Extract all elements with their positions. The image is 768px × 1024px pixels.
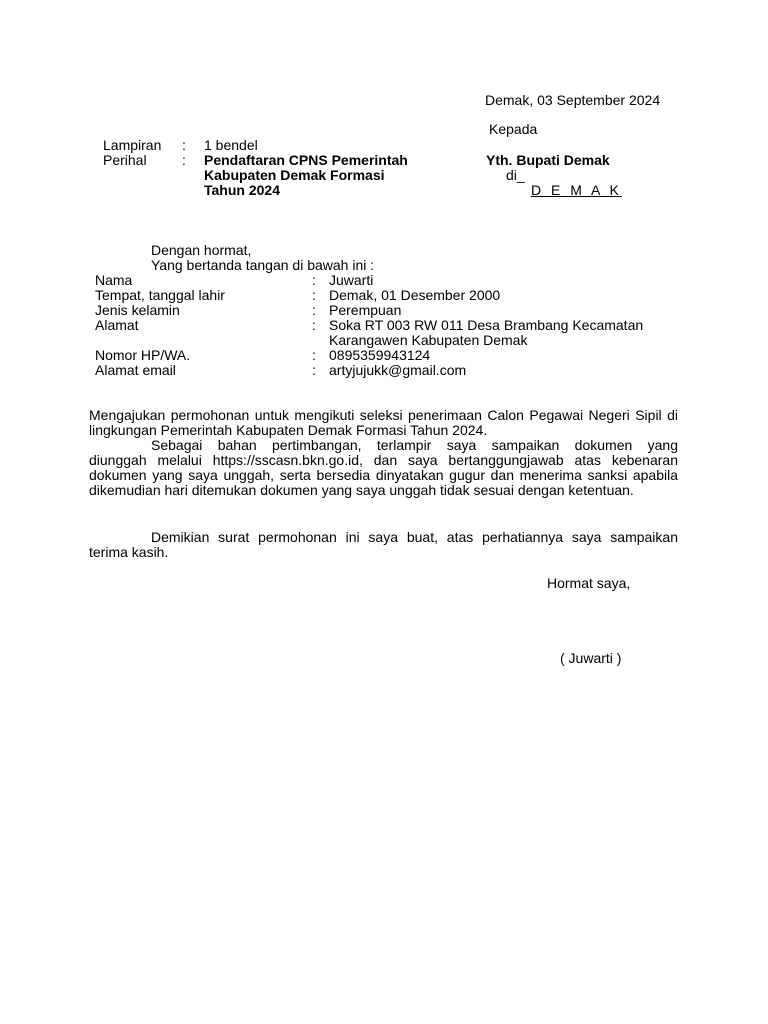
perihal-line-1: Pendaftaran CPNS Pemerintah — [204, 152, 408, 168]
email-value: artyjujukk@gmail.com — [329, 362, 467, 378]
recipient-name: Yth. Bupati Demak — [486, 152, 610, 168]
jk-colon: : — [312, 302, 316, 318]
signature-name: ( Juwarti ) — [560, 650, 622, 666]
body-paragraph-3-first-line: Demikian surat permohonan ini saya buat, atas perhatiannya saya sampaikan — [151, 529, 678, 545]
email-label: Alamat email — [95, 362, 176, 378]
body-paragraph-3-rest: terima kasih. — [89, 544, 169, 560]
perihal-line-2: Kabupaten Demak Formasi — [204, 167, 385, 183]
recipient-kepada: Kepada — [489, 121, 538, 137]
perihal-label: Perihal — [103, 152, 147, 168]
lampiran-colon: : — [182, 137, 186, 153]
jk-label: Jenis kelamin — [95, 302, 180, 318]
ttl-value: Demak, 01 Desember 2000 — [329, 287, 501, 303]
hp-label: Nomor HP/WA. — [95, 347, 191, 363]
ttl-colon: : — [312, 287, 316, 303]
nama-value: Juwarti — [329, 272, 374, 288]
body-paragraph-2-first-line: Sebagai bahan pertimbangan, terlampir saya sampaikan dokumen yang — [151, 437, 678, 453]
greeting: Dengan hormat, — [151, 242, 252, 258]
lampiran-label: Lampiran — [103, 137, 162, 153]
alamat-value-line-1: Soka RT 003 RW 011 Desa Brambang Kecamatan — [329, 317, 644, 333]
hp-colon: : — [312, 347, 316, 363]
closing: Hormat saya, — [547, 575, 631, 591]
hp-value: 0895359943124 — [329, 347, 431, 363]
lampiran-value: 1 bendel — [204, 137, 258, 153]
alamat-label: Alamat — [95, 317, 139, 333]
ttl-label: Tempat, tanggal lahir — [95, 287, 225, 303]
recipient-di: di_ — [506, 167, 525, 183]
letter-date: Demak, 03 September 2024 — [485, 92, 661, 108]
nama-label: Nama — [95, 272, 133, 288]
perihal-colon: : — [182, 152, 186, 168]
intro-line: Yang bertanda tangan di bawah ini : — [151, 257, 375, 273]
body-paragraph-1: Mengajukan permohonan untuk mengikuti seleksi penerimaan Calon Pegawai Negeri Sipil di lingkungan Pemerintah Kabupaten Demak Formasi Tahun 2024. — [89, 407, 678, 438]
alamat-value-line-2: Karangawen Kabupaten Demak — [329, 332, 528, 348]
perihal-line-3: Tahun 2024 — [204, 182, 280, 198]
nama-colon: : — [312, 272, 316, 288]
body-paragraph-2-rest: diunggah melalui https://sscasn.bkn.go.id, dan saya bertanggungjawab atas kebenaran dokumen yang saya unggah, serta bersedia dinyatakan gugur dan menerima sanksi apabila dikemudian hari ditemukan dokumen yang saya unggah tidak sesuai dengan ketentuan. — [89, 452, 678, 498]
jk-value: Perempuan — [329, 302, 402, 318]
alamat-colon: : — [312, 317, 316, 333]
email-colon: : — [312, 362, 316, 378]
recipient-city: D E M A K — [531, 182, 622, 198]
